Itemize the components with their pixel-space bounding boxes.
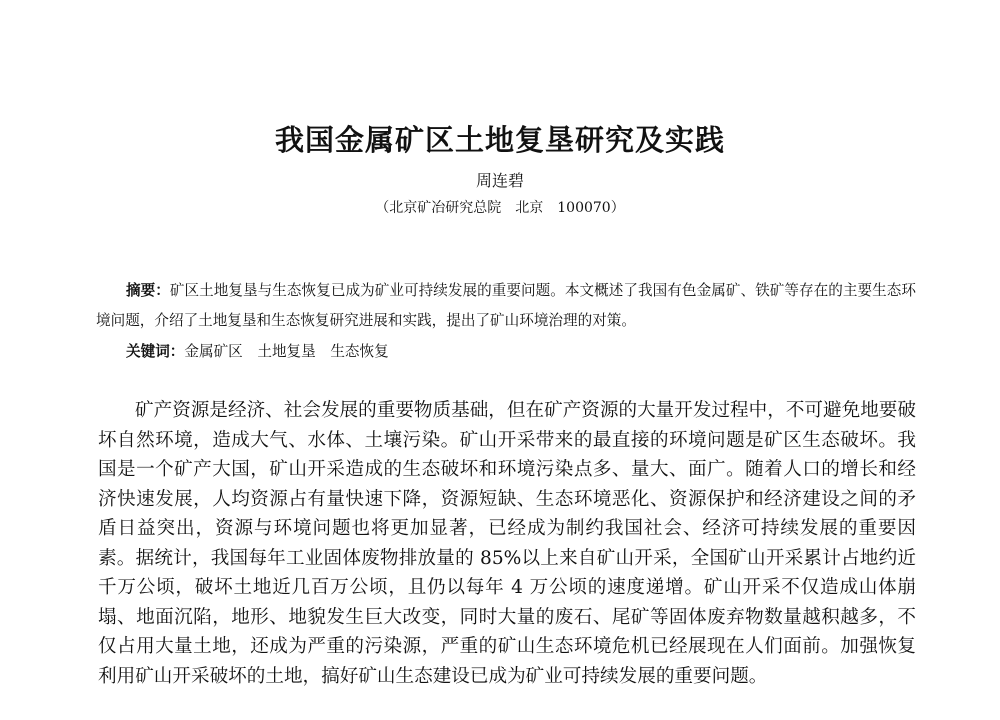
keywords [126, 341, 389, 363]
paper-title: 我国金属矿区土地复垦研究及实践 [274, 123, 725, 157]
author-affiliation: （北京矿冶研究总院 北京 100070） [375, 200, 625, 216]
abstract-text: 矿区土地复垦与生态恢复已成为矿业可持续发展的重要问题。本文概述了我国有色金属矿、铁矿等存在的主要生态环境问题，介绍了土地复垦和生态恢复研究进展和实践，提出了矿山环境治理的对策。 [96, 282, 916, 329]
body-paragraph: 矿产资源是经济、社会发展的重要物质基础，但在矿产资源的大量开发过程中，不可避免地要破坏自然环境，造成大气、水体、土壤污染。矿山开采带来的最直接的环境问题是矿区生态破坏。我国是一个矿产大国，矿山开采造成的生态破坏和环境污染点多、量大、面广。随着人口的增长和经济快速发展，人均资源占有量快速下降，资源短缺、生态环境恶化、资源保护和经济建设之间的矛盾日益突出，资源与环境问题也将更加显著，已经成为制约我国社会、经济可持续发展的重要因素。据统计，我国每年工业固体废物排放量的 85%以上来自矿山开采，全国矿山开采累计占地约近千万公顷，破坏土地近几百万公顷，且仍以每年 4 万公顷的速度递增。矿山开采不仅造成山体崩塌、地面沉陷，地形、地貌发生巨大改变，同时大量的废石、尾矿等固体废弃物数量越积越多，不仅占用大量土地，还成为严重的污染源，严重的矿山生态环境危机已经展现在人们面前。加强恢复利用矿山开采破坏的土地，搞好矿山生态建设已成为矿业可持续发展的重要问题。 [98, 400, 916, 687]
abstract [96, 276, 916, 336]
abstract-label: 摘要： [126, 282, 170, 299]
keywords-text: 金属矿区 土地复垦 生态恢复 [184, 343, 389, 360]
keywords-label: 关键词： [126, 343, 185, 360]
author-name: 周连碧 [475, 171, 524, 190]
